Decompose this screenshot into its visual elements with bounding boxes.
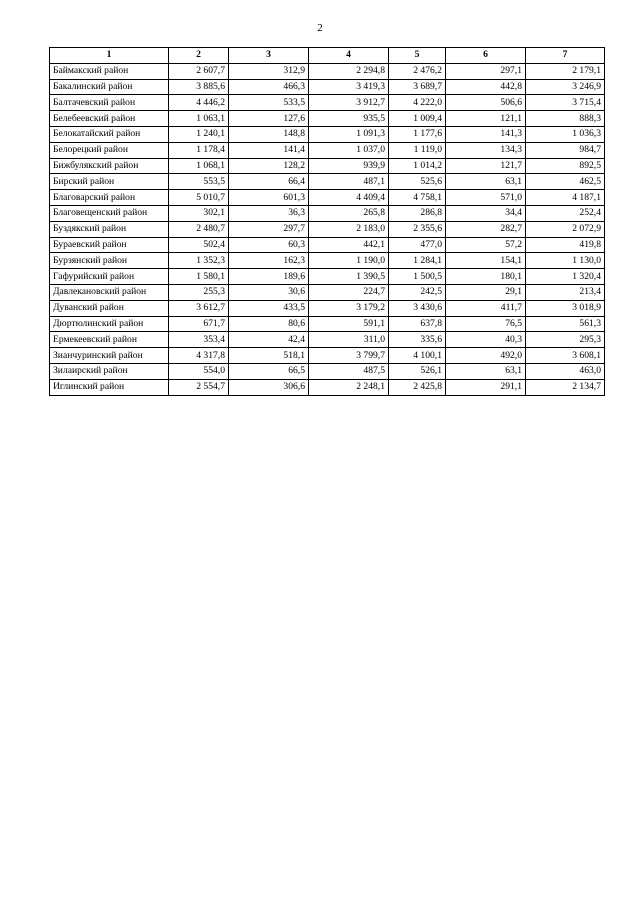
value-cell: 2 607,7: [169, 63, 229, 79]
value-cell: 3 689,7: [389, 79, 446, 95]
value-cell: 3 179,2: [309, 300, 389, 316]
value-cell: 1 063,1: [169, 111, 229, 127]
table-row: [50, 95, 605, 111]
value-cell: 1 500,5: [389, 269, 446, 285]
value-cell: 1 284,1: [389, 253, 446, 269]
district-name-cell: Баймакский район: [50, 63, 169, 79]
district-name-cell: Бакалинский район: [50, 79, 169, 95]
value-cell: 213,4: [526, 284, 605, 300]
value-cell: 265,8: [309, 205, 389, 221]
value-cell: 1 068,1: [169, 158, 229, 174]
value-cell: 1 009,4: [389, 111, 446, 127]
value-cell: 2 355,6: [389, 221, 446, 237]
value-cell: 63,1: [446, 174, 526, 190]
value-cell: 34,4: [446, 205, 526, 221]
value-cell: 601,3: [229, 190, 309, 206]
value-cell: 242,5: [389, 284, 446, 300]
table-row: [50, 300, 605, 316]
value-cell: 282,7: [446, 221, 526, 237]
value-cell: 466,3: [229, 79, 309, 95]
table-row: [50, 363, 605, 379]
value-cell: 561,3: [526, 316, 605, 332]
value-cell: 506,6: [446, 95, 526, 111]
district-name-cell: Иглинский район: [50, 379, 169, 395]
value-cell: 36,3: [229, 205, 309, 221]
value-cell: 141,3: [446, 126, 526, 142]
value-cell: 442,8: [446, 79, 526, 95]
value-cell: 3 885,6: [169, 79, 229, 95]
table-row: [50, 316, 605, 332]
value-cell: 487,5: [309, 363, 389, 379]
value-cell: 3 018,9: [526, 300, 605, 316]
value-cell: 2 072,9: [526, 221, 605, 237]
table-row: [50, 63, 605, 79]
district-name-cell: Белокатайский район: [50, 126, 169, 142]
district-name-cell: Балтачевский район: [50, 95, 169, 111]
column-header: 2: [169, 48, 229, 64]
table-row: [50, 269, 605, 285]
value-cell: 2 554,7: [169, 379, 229, 395]
district-name-cell: Белебеевский район: [50, 111, 169, 127]
value-cell: 311,0: [309, 332, 389, 348]
value-cell: 30,6: [229, 284, 309, 300]
value-cell: 141,4: [229, 142, 309, 158]
district-data-table: [49, 47, 605, 396]
district-name-cell: Благовещенский район: [50, 205, 169, 221]
value-cell: 3 715,4: [526, 95, 605, 111]
value-cell: 533,5: [229, 95, 309, 111]
value-cell: 1 130,0: [526, 253, 605, 269]
value-cell: 2 425,8: [389, 379, 446, 395]
value-cell: 40,3: [446, 332, 526, 348]
table-row: [50, 379, 605, 395]
value-cell: 2 179,1: [526, 63, 605, 79]
value-cell: 3 799,7: [309, 348, 389, 364]
value-cell: 5 010,7: [169, 190, 229, 206]
value-cell: 442,1: [309, 237, 389, 253]
value-cell: 591,1: [309, 316, 389, 332]
value-cell: 4 187,1: [526, 190, 605, 206]
value-cell: 148,8: [229, 126, 309, 142]
column-header: 5: [389, 48, 446, 64]
district-name-cell: Дюртюлинский район: [50, 316, 169, 332]
value-cell: 411,7: [446, 300, 526, 316]
value-cell: 189,6: [229, 269, 309, 285]
value-cell: 4 409,4: [309, 190, 389, 206]
value-cell: 291,1: [446, 379, 526, 395]
value-cell: 571,0: [446, 190, 526, 206]
district-name-cell: Ермекеевский район: [50, 332, 169, 348]
value-cell: 3 246,9: [526, 79, 605, 95]
value-cell: 462,5: [526, 174, 605, 190]
column-header: 6: [446, 48, 526, 64]
value-cell: 525,6: [389, 174, 446, 190]
value-cell: 939,9: [309, 158, 389, 174]
value-cell: 353,4: [169, 332, 229, 348]
table-row: [50, 221, 605, 237]
value-cell: 286,8: [389, 205, 446, 221]
value-cell: 671,7: [169, 316, 229, 332]
table-body: [50, 63, 605, 395]
value-cell: 487,1: [309, 174, 389, 190]
value-cell: 3 612,7: [169, 300, 229, 316]
column-header: 4: [309, 48, 389, 64]
value-cell: 312,9: [229, 63, 309, 79]
value-cell: 306,6: [229, 379, 309, 395]
value-cell: 554,0: [169, 363, 229, 379]
value-cell: 3 419,3: [309, 79, 389, 95]
column-header: 7: [526, 48, 605, 64]
value-cell: 255,3: [169, 284, 229, 300]
value-cell: 57,2: [446, 237, 526, 253]
value-cell: 297,7: [229, 221, 309, 237]
value-cell: 80,6: [229, 316, 309, 332]
value-cell: 1 014,2: [389, 158, 446, 174]
value-cell: 477,0: [389, 237, 446, 253]
district-name-cell: Гафурийский район: [50, 269, 169, 285]
value-cell: 1 352,3: [169, 253, 229, 269]
value-cell: 433,5: [229, 300, 309, 316]
column-header: 3: [229, 48, 309, 64]
value-cell: 3 912,7: [309, 95, 389, 111]
value-cell: 637,8: [389, 316, 446, 332]
value-cell: 1 178,4: [169, 142, 229, 158]
value-cell: 1 190,0: [309, 253, 389, 269]
district-name-cell: Зианчуринский район: [50, 348, 169, 364]
value-cell: 63,1: [446, 363, 526, 379]
value-cell: 935,5: [309, 111, 389, 127]
district-name-cell: Бижбулякский район: [50, 158, 169, 174]
district-name-cell: Буздякский район: [50, 221, 169, 237]
district-name-cell: Бурзянский район: [50, 253, 169, 269]
value-cell: 252,4: [526, 205, 605, 221]
table-row: [50, 158, 605, 174]
value-cell: 1 037,0: [309, 142, 389, 158]
value-cell: 1 240,1: [169, 126, 229, 142]
value-cell: 121,1: [446, 111, 526, 127]
district-name-cell: Благоварский район: [50, 190, 169, 206]
value-cell: 121,7: [446, 158, 526, 174]
table-row: [50, 126, 605, 142]
value-cell: 2 476,2: [389, 63, 446, 79]
value-cell: 502,4: [169, 237, 229, 253]
value-cell: 892,5: [526, 158, 605, 174]
value-cell: 42,4: [229, 332, 309, 348]
table-row: [50, 253, 605, 269]
value-cell: 1 177,6: [389, 126, 446, 142]
value-cell: 1 580,1: [169, 269, 229, 285]
value-cell: 3 430,6: [389, 300, 446, 316]
table-row: [50, 142, 605, 158]
value-cell: 29,1: [446, 284, 526, 300]
table-row: [50, 205, 605, 221]
table-row: [50, 174, 605, 190]
value-cell: 1 036,3: [526, 126, 605, 142]
value-cell: 2 134,7: [526, 379, 605, 395]
value-cell: 2 480,7: [169, 221, 229, 237]
district-name-cell: Бирский район: [50, 174, 169, 190]
district-name-cell: Дуванский район: [50, 300, 169, 316]
value-cell: 1 119,0: [389, 142, 446, 158]
value-cell: 180,1: [446, 269, 526, 285]
value-cell: 128,2: [229, 158, 309, 174]
table-row: [50, 111, 605, 127]
value-cell: 1 320,4: [526, 269, 605, 285]
value-cell: 2 294,8: [309, 63, 389, 79]
value-cell: 297,1: [446, 63, 526, 79]
value-cell: 3 608,1: [526, 348, 605, 364]
value-cell: 60,3: [229, 237, 309, 253]
value-cell: 1 390,5: [309, 269, 389, 285]
table-row: [50, 79, 605, 95]
district-name-cell: Белорецкий район: [50, 142, 169, 158]
value-cell: 4 446,2: [169, 95, 229, 111]
value-cell: 162,3: [229, 253, 309, 269]
value-cell: 134,3: [446, 142, 526, 158]
value-cell: 888,3: [526, 111, 605, 127]
value-cell: 526,1: [389, 363, 446, 379]
value-cell: 66,5: [229, 363, 309, 379]
value-cell: 2 183,0: [309, 221, 389, 237]
page-number: 2: [317, 22, 323, 34]
table-row: [50, 332, 605, 348]
header-row: [50, 48, 605, 64]
district-name-cell: Бураевский район: [50, 237, 169, 253]
value-cell: 1 091,3: [309, 126, 389, 142]
table-row: [50, 237, 605, 253]
value-cell: 66,4: [229, 174, 309, 190]
value-cell: 4 317,8: [169, 348, 229, 364]
value-cell: 984,7: [526, 142, 605, 158]
value-cell: 4 758,1: [389, 190, 446, 206]
value-cell: 518,1: [229, 348, 309, 364]
value-cell: 463,0: [526, 363, 605, 379]
value-cell: 302,1: [169, 205, 229, 221]
value-cell: 295,3: [526, 332, 605, 348]
table-row: [50, 190, 605, 206]
value-cell: 553,5: [169, 174, 229, 190]
value-cell: 419,8: [526, 237, 605, 253]
value-cell: 224,7: [309, 284, 389, 300]
value-cell: 335,6: [389, 332, 446, 348]
value-cell: 492,0: [446, 348, 526, 364]
value-cell: 76,5: [446, 316, 526, 332]
table-row: [50, 284, 605, 300]
value-cell: 154,1: [446, 253, 526, 269]
district-name-cell: Давлекановский район: [50, 284, 169, 300]
value-cell: 4 222,0: [389, 95, 446, 111]
value-cell: 127,6: [229, 111, 309, 127]
value-cell: 4 100,1: [389, 348, 446, 364]
table-row: [50, 348, 605, 364]
column-header: 1: [50, 48, 169, 64]
district-name-cell: Зилаирский район: [50, 363, 169, 379]
value-cell: 2 248,1: [309, 379, 389, 395]
